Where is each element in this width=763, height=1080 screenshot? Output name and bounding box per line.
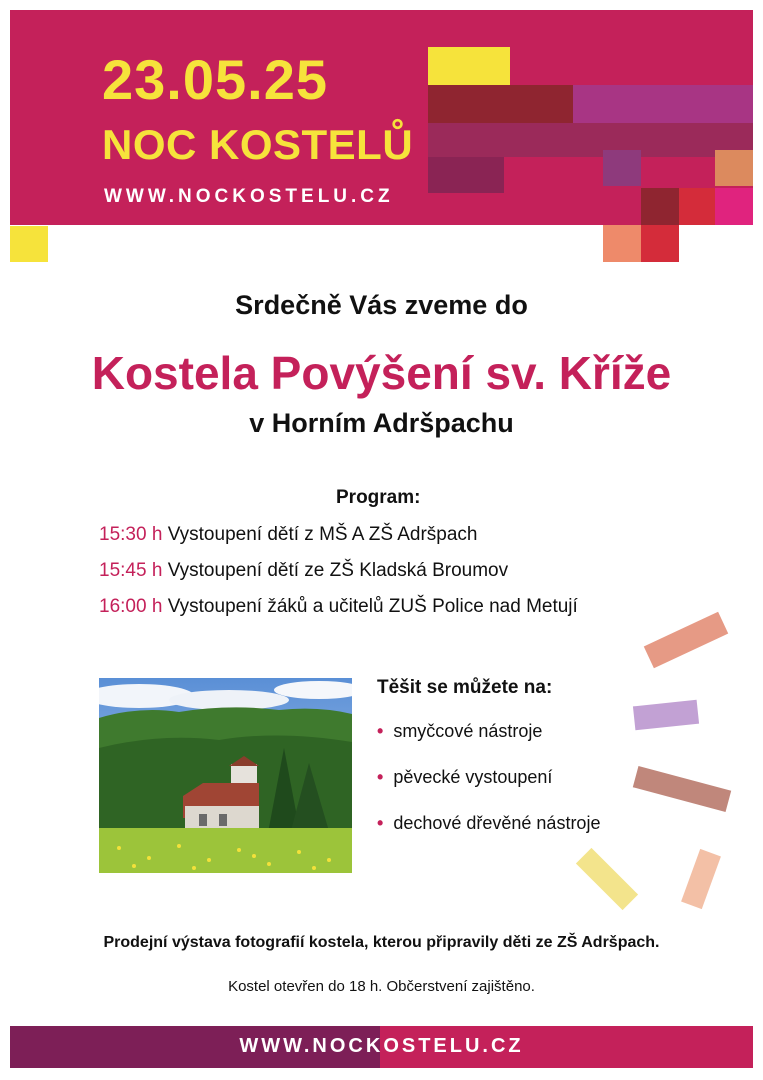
decor-tile [48,10,88,225]
church-location: v Horním Adršpachu [249,408,514,438]
decor-tile [428,47,510,85]
decor-tile [641,188,679,225]
decor-strip [644,612,728,668]
decor-tile [603,150,641,186]
program-item [99,524,478,546]
list-item [377,767,552,788]
list-item [377,813,600,834]
highlight-text: pěvecké vystoupení [393,767,553,787]
decor-strip [576,848,638,910]
decor-tile [715,188,753,225]
bullet-icon: • [377,767,384,787]
program-text: Vystoupení dětí z MŠ A ZŠ Adršpach [167,524,478,545]
program-time: 16:00 h [99,596,163,617]
decor-strip [681,849,721,909]
decor-tile [715,150,753,186]
decor-tile [428,157,504,193]
decor-tile [573,85,753,123]
decor-strip [633,700,699,731]
decor-tile [428,85,573,123]
list-item [377,721,542,742]
bullet-icon: • [377,721,384,741]
exhibition-note: Prodejní výstava fotografií kostela, kterou připravily děti ze ZŠ Adršpach. [103,934,660,951]
decor-tile [603,225,641,262]
decor-tile [428,123,753,157]
decor-tile [679,188,715,225]
event-title: NOC KOSTELŮ [102,121,414,168]
event-date: 23.05.25 [102,48,328,111]
church-name: Kostela Povýšení sv. Kříže [91,347,672,399]
program-text: Vystoupení žáků a učitelů ZUŠ Police nad Metují [167,596,578,617]
program-time: 15:45 h [99,560,163,581]
highlight-text: dechové dřevěné nástroje [393,813,601,833]
invitation-intro: Srdečně Vás zveme do [235,290,528,320]
decor-strip [633,766,731,812]
program-time: 15:30 h [99,524,163,545]
bullet-icon: • [377,813,384,833]
header-banner [10,10,753,225]
opening-note: Kostel otevřen do 18 h. Občerstvení zajištěno. [228,978,535,995]
program-item [99,560,508,582]
program-item [99,596,578,618]
program-heading: Program: [336,487,421,508]
decor-tile [641,225,679,262]
footer-website-link[interactable]: WWW.NOCKOSTELU.CZ [239,1035,524,1057]
decor-tile [10,226,48,262]
church-photo [99,678,352,873]
highlights-heading: Těšit se můžete na: [377,677,553,698]
footer-banner [10,1026,753,1068]
program-text: Vystoupení dětí ze ZŠ Kladská Broumov [167,560,509,581]
highlight-text: smyčcové nástroje [393,721,543,741]
website-link[interactable]: WWW.NOCKOSTELU.CZ [104,186,394,207]
